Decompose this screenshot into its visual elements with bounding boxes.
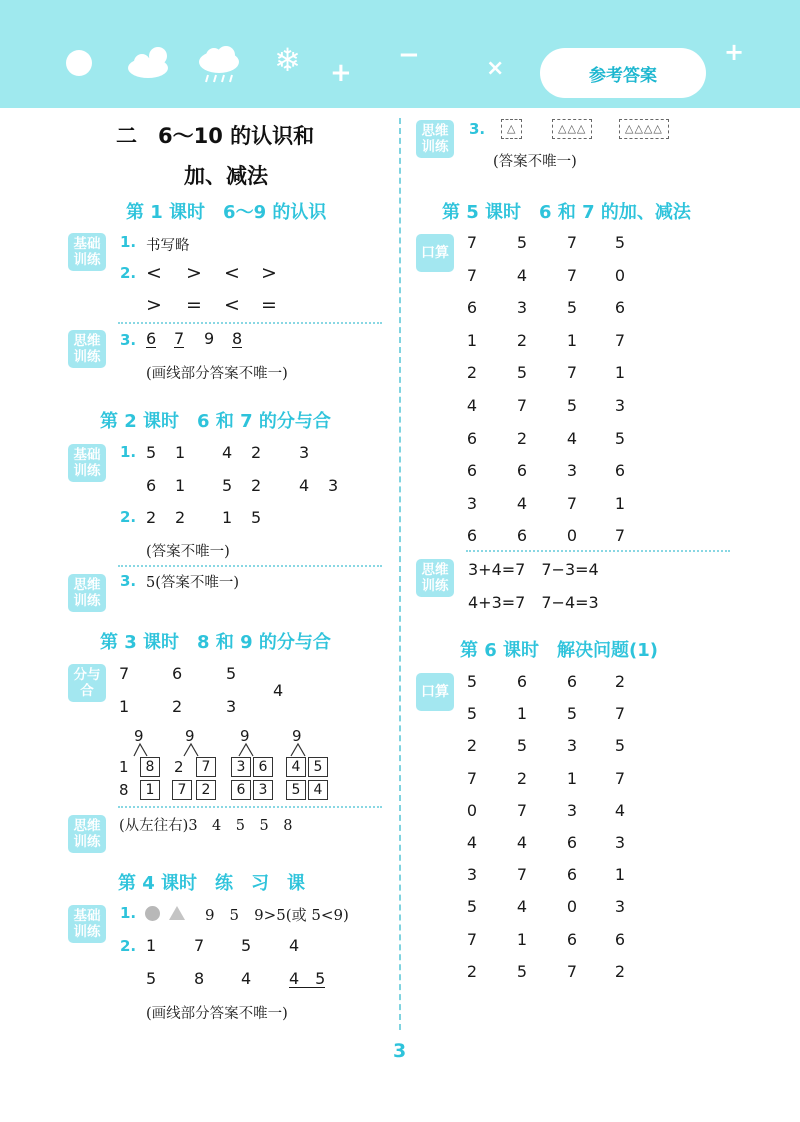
grid-cell: 3 [614, 833, 626, 852]
q-number: 1. [120, 233, 137, 251]
answer-value: 5 [226, 664, 237, 683]
grid-cell: 0 [466, 800, 478, 820]
divider [466, 550, 730, 552]
grid-cell: 2 [466, 736, 478, 756]
sun-icon [66, 50, 92, 76]
tag-kousuan: 口算 [416, 673, 454, 711]
answer-value: 1 [222, 508, 233, 527]
plus-icon: + [330, 58, 352, 88]
answer-value: 8 [232, 329, 243, 348]
grid-cell: 3 [614, 396, 626, 415]
grid-cell: 7 [614, 704, 626, 724]
grid-cell: 5 [516, 363, 528, 383]
answer-badge: 参考答案 [540, 48, 706, 98]
grid-cell: 7 [466, 768, 478, 788]
grid-cell: 5 [614, 736, 626, 756]
tag-jichu: 基础 训练 [68, 444, 106, 482]
answer-value: 4 5 [289, 969, 326, 988]
grid-cell: 3 [566, 461, 578, 481]
answer-value: 1 [119, 697, 130, 716]
q-number: 2. [120, 264, 137, 282]
answer-value: 4 [241, 969, 252, 988]
page-number: 3 [393, 1040, 407, 1062]
answer-value: 2 [172, 697, 183, 716]
chapter-title: 二 6～10 的认识和 [116, 124, 315, 148]
grid-cell: 7 [466, 265, 478, 285]
grid-cell: 6 [466, 461, 478, 481]
grid-cell: 0 [566, 526, 578, 546]
grid-cell: 2 [614, 672, 626, 691]
grid-cell: 4 [516, 493, 528, 513]
answer-text: (从左往右)3 4 5 5 8 [119, 818, 293, 834]
answer-value: 5 [241, 936, 252, 955]
tree-box: 7 [196, 757, 216, 777]
equation: 3+4=7 7−3=4 [468, 560, 599, 579]
grid-cell: 0 [614, 265, 626, 285]
grid-cell: 3 [614, 897, 626, 917]
note: (答案不唯一) [146, 544, 230, 560]
grid-cell: 7 [566, 961, 578, 981]
grid-cell: 6 [566, 929, 578, 949]
answer-value: 1 [146, 936, 157, 955]
answer-value: 1 [175, 476, 186, 495]
triangle-icon [168, 905, 186, 921]
grid-cell: 2 [516, 330, 528, 350]
grid-cell: 6 [466, 428, 478, 448]
tree-value: 2 [174, 758, 184, 776]
tree-value: 8 [119, 781, 129, 799]
grid-cell: 2 [516, 768, 528, 788]
grid-cell: 6 [466, 298, 478, 318]
symbol: < [224, 294, 240, 316]
grid-cell: 4 [516, 265, 528, 285]
tree-box: 3 [253, 780, 273, 800]
grid-cell: 5 [516, 961, 528, 981]
grid-cell: 6 [614, 298, 626, 318]
chapter-subtitle: 加、减法 [184, 164, 268, 188]
answer-value: 6 [172, 664, 183, 683]
tree-box: 8 [140, 757, 160, 777]
grid-cell: 1 [614, 865, 626, 885]
grid-cell: 7 [614, 330, 626, 350]
grid-cell: 5 [566, 396, 578, 415]
grid-cell: 5 [466, 897, 478, 917]
q-number: 1. [120, 904, 137, 922]
column-divider [399, 118, 401, 1030]
answer-value: 8 [194, 969, 205, 988]
tree-box: 5 [286, 780, 306, 800]
grid-cell: 1 [516, 704, 528, 724]
grid-cell: 7 [614, 526, 626, 546]
cloudy-icon [126, 44, 176, 80]
answer-value: 4 [222, 443, 233, 462]
tree-value: 1 [119, 758, 129, 776]
grid-cell: 6 [516, 526, 528, 546]
tag-siwei: 思维 训练 [68, 330, 106, 368]
grid-cell: 7 [566, 265, 578, 285]
lesson-2-title: 第 2 课时 6 和 7 的分与合 [100, 411, 331, 432]
grid-cell: 3 [516, 298, 528, 318]
grid-cell: 1 [466, 330, 478, 350]
grid-cell: 1 [566, 330, 578, 350]
tag-siwei: 思维 训练 [416, 120, 454, 158]
tree-box: 5 [308, 757, 328, 777]
answer-value: 7 [119, 664, 130, 683]
answer-value: 6 [146, 476, 157, 495]
symbol: > [261, 262, 277, 284]
grid-cell: 1 [516, 929, 528, 949]
answer-value: 4 [273, 681, 284, 700]
grid-cell: 2 [466, 363, 478, 383]
grid-cell: 1 [614, 363, 626, 383]
tag-siwei: 思维 训练 [68, 815, 106, 853]
grid-cell: 4 [566, 428, 578, 448]
q-number: 1. [120, 443, 137, 461]
grid-cell: 0 [566, 897, 578, 917]
rain-icon [196, 44, 242, 84]
number-tree-lines [110, 742, 350, 758]
grid-cell: 7 [516, 865, 528, 885]
grid-cell: 7 [566, 363, 578, 383]
grid-cell: 1 [566, 768, 578, 788]
symbol: < [146, 262, 162, 284]
grid-cell: 7 [516, 396, 528, 415]
grid-cell: 2 [516, 428, 528, 448]
grid-cell: 4 [516, 833, 528, 852]
symbol: > [146, 294, 162, 316]
times-icon: × [486, 56, 505, 81]
tag-siwei: 思维 训练 [416, 559, 454, 597]
tree-box: 6 [253, 757, 273, 777]
grid-cell: 6 [566, 865, 578, 885]
note: (画线部分答案不唯一) [146, 366, 288, 382]
answer-value: 3 [226, 697, 237, 716]
divider [118, 322, 382, 324]
tree-top: 9 [134, 727, 144, 745]
answer-value: 1 [175, 443, 186, 462]
tag-fenyu: 分与 合 [68, 664, 106, 702]
grid-cell: 5 [566, 704, 578, 724]
lesson-3-title: 第 3 课时 8 和 9 的分与合 [100, 632, 331, 653]
grid-cell: 6 [614, 929, 626, 949]
tag-jichu: 基础 训练 [68, 233, 106, 271]
tag-siwei: 思维 训练 [68, 574, 106, 612]
answer-value: 7 [174, 329, 185, 348]
answer-value: 5 [146, 969, 157, 988]
grid-cell: 1 [614, 493, 626, 513]
tag-jichu: 基础 训练 [68, 905, 106, 943]
answer-value: 9 [204, 329, 215, 348]
answer-text: 5(答案不唯一) [146, 575, 240, 591]
q-number: 3. [120, 331, 137, 349]
tree-box: 3 [231, 757, 251, 777]
answer-text: 书写略 [146, 238, 190, 254]
grid-cell: 5 [614, 233, 626, 252]
note: (画线部分答案不唯一) [146, 1006, 288, 1022]
q-number: 3. [469, 120, 486, 138]
answer-value: 5 [146, 443, 157, 462]
lesson-1-title: 第 1 课时 6～9 的认识 [126, 202, 327, 223]
grid-cell: 6 [516, 461, 528, 481]
grid-cell: 7 [566, 233, 578, 252]
grid-cell: 7 [566, 493, 578, 513]
q-number: 3. [120, 572, 137, 590]
symbol: < [224, 262, 240, 284]
answer-value: 4 [299, 476, 310, 495]
tree-box: 1 [140, 780, 160, 800]
grid-cell: 4 [466, 833, 478, 852]
note: (答案不唯一) [493, 154, 577, 170]
symbol: = [261, 294, 277, 316]
symbol: > [186, 262, 202, 284]
grid-cell: 2 [614, 961, 626, 981]
triangle-group: △ [501, 119, 522, 139]
answer-value: 5 [222, 476, 233, 495]
answer-value: 3 [328, 476, 339, 495]
grid-cell: 4 [466, 396, 478, 415]
q-number: 2. [120, 508, 137, 526]
grid-cell: 6 [566, 672, 578, 691]
grid-cell: 2 [466, 961, 478, 981]
answer-value: 7 [194, 936, 205, 955]
triangle-group: △△△△ [619, 119, 669, 139]
tree-box: 6 [231, 780, 251, 800]
answer-value: 2 [146, 508, 157, 527]
grid-cell: 6 [566, 833, 578, 852]
answer-value: 3 [299, 443, 310, 462]
grid-cell: 6 [516, 672, 528, 691]
lesson-6-title: 第 6 课时 解决问题(1) [460, 640, 659, 661]
lesson-4-title: 第 4 课时 练 习 课 [118, 873, 306, 894]
answer-value: 2 [175, 508, 186, 527]
grid-cell: 6 [466, 526, 478, 546]
tree-top: 9 [185, 727, 195, 745]
divider [118, 565, 382, 567]
grid-cell: 7 [466, 233, 478, 252]
tree-box: 4 [308, 780, 328, 800]
grid-cell: 3 [566, 736, 578, 756]
triangle-group: △△△ [552, 119, 592, 139]
equation: 4+3=7 7−4=3 [468, 593, 599, 612]
tree-box: 4 [286, 757, 306, 777]
divider [118, 806, 382, 808]
circle-icon [145, 906, 160, 921]
minus-icon: − [398, 40, 420, 70]
answer-value: 2 [251, 443, 262, 462]
grid-cell: 3 [466, 865, 478, 885]
grid-cell: 5 [614, 428, 626, 448]
grid-cell: 5 [566, 298, 578, 318]
tag-kousuan: 口算 [416, 234, 454, 272]
lesson-5-title: 第 5 课时 6 和 7 的加、减法 [442, 202, 691, 223]
grid-cell: 4 [614, 800, 626, 820]
grid-cell: 6 [614, 461, 626, 481]
grid-cell: 3 [466, 493, 478, 513]
answer-value: 5 [251, 508, 262, 527]
grid-cell: 5 [466, 672, 478, 691]
grid-cell: 5 [516, 233, 528, 252]
grid-cell: 7 [466, 929, 478, 949]
grid-cell: 7 [516, 800, 528, 820]
answer-value: 6 [146, 329, 157, 348]
answer-value: 2 [251, 476, 262, 495]
tree-top: 9 [240, 727, 250, 745]
tree-top: 9 [292, 727, 302, 745]
answer-value: 4 [289, 936, 300, 955]
snowflake-icon: ❄ [274, 41, 301, 79]
divide-icon: + [724, 38, 745, 66]
q-number: 2. [120, 937, 137, 955]
tree-box: 2 [196, 780, 216, 800]
answer-text: 9 5 9>5(或 5<9) [205, 906, 349, 924]
grid-cell: 5 [516, 736, 528, 756]
grid-cell: 7 [614, 768, 626, 788]
grid-cell: 3 [566, 800, 578, 820]
symbol: = [186, 294, 202, 316]
grid-cell: 4 [516, 897, 528, 917]
grid-cell: 5 [466, 704, 478, 724]
tree-box: 7 [172, 780, 192, 800]
